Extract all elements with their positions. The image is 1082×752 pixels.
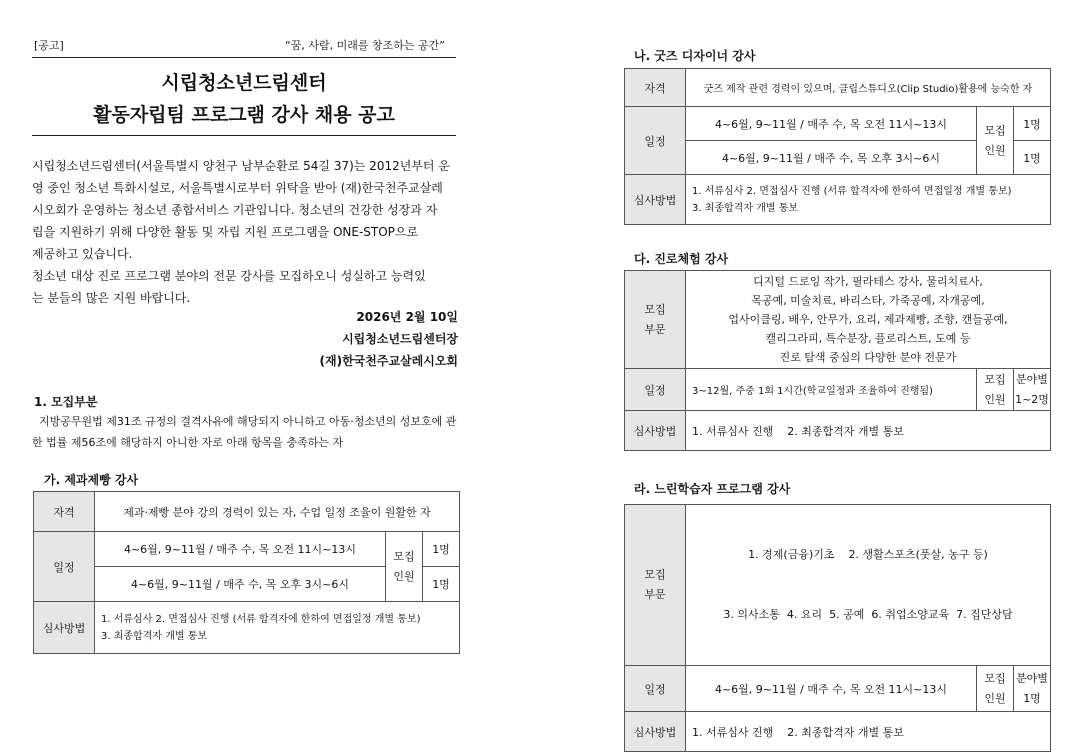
recruit-count-label: 모집 인원 [977,369,1014,411]
table-row [625,175,1051,225]
table-row [34,532,460,567]
field-line: 1. 경제(금융)기초 2. 생활스포츠(풋살, 농구 등) [748,548,988,561]
intro-line: 는 분들의 많은 지원 바랍니다. [32,291,191,305]
intro-line: 시오회가 운영하는 청소년 종합서비스 기관입니다. 청소년의 건강한 성장과 자 [32,203,438,217]
schedule-value: 4~6월, 9~11월 / 매주 수, 목 오후 3시~6시 [95,567,386,602]
review-method-label: 심사방법 [625,712,686,752]
page-subtitle: 활동자립팀 프로그램 강사 채용 공고 [93,104,395,126]
recruit-count: 1명 [1014,107,1051,141]
review-method-line: 3. 최종합격자 개별 통보 [101,630,208,642]
review-method [95,602,460,654]
field-list [686,271,1051,369]
review-method-label: 심사방법 [625,175,686,225]
intro-line: 청소년 대상 진로 프로그램 분야의 전문 강사를 모집하오니 성실하고 능력있 [32,269,426,283]
page-title: 시립청소년드림센터 [161,72,327,94]
schedule-label: 일정 [625,666,686,712]
slogan: “꿈, 사람, 미래를 창조하는 공간” [285,39,445,52]
subsection-title: 라. 느린학습자 프로그램 강사 [634,482,791,496]
intro-line: 영 중인 청소년 특화시설로, 서울특별시로부터 위탁을 받아 (재)한국천주교살레 [32,181,443,195]
subsection-title: 다. 진로체험 강사 [634,252,729,266]
review-method-label: 심사방법 [34,602,95,654]
signer-director: 시립청소년드림센터장 [342,332,458,346]
review-method-line: 1. 서류심사 2. 면접심사 진행 (서류 합격자에 한하여 면접일정 개별 통보) [101,613,421,625]
table-row [625,69,1051,107]
schedule-value: 3~12월, 주중 1회 1시간(학교일정과 조율하여 진행됨) [686,369,977,411]
subsection-title: 나. 굿즈 디자이너 강사 [634,49,756,63]
field-list [686,505,1051,666]
slow-learner-table [624,504,1051,752]
recruit-count: 1명 [423,532,460,567]
review-method-label: 심사방법 [625,411,686,451]
schedule-value: 4~6월, 9~11월 / 매주 수, 목 오후 3시~6시 [686,141,977,175]
field-line: 캘리그라피, 특수분장, 플로리스트, 도예 등 [765,332,971,345]
schedule-label: 일정 [34,532,95,602]
qualification-value: 제과·제빵 분야 강의 경력이 있는 자, 수업 일정 조율이 원활한 자 [95,492,460,532]
qualification-label: 자격 [625,69,686,107]
table-row [34,602,460,654]
section-line: 한 법률 제56조에 해당하지 아니한 자로 아래 항목을 충족하는 자 [32,436,344,449]
qualification-label: 자격 [34,492,95,532]
section-title: 1. 모집부분 [34,395,98,409]
schedule-value: 4~6월, 9~11월 / 매주 수, 목 오전 11시~13시 [686,107,977,141]
recruit-count: 분야별 1~2명 [1014,369,1051,411]
field-line: 3. 의사소통 4. 요리 5. 공예 6. 취업소양교육 7. 집단상담 [723,608,1013,621]
recruit-count: 1명 [423,567,460,602]
signer-org: (재)한국천주교살레시오회 [319,354,458,368]
field-line: 목공예, 미술치료, 바리스타, 가죽공예, 자개공예, [751,294,985,307]
section-body [32,411,462,453]
table-row [625,411,1051,451]
table-row [625,369,1051,411]
recruit-count: 분야별 1명 [1014,666,1051,712]
notice-tag: [공고] [34,39,64,52]
intro-line: 시립청소년드림센터(서울특별시 양천구 남부순환로 54길 37)는 2012년부터 운 [32,159,450,173]
table-row [625,271,1051,369]
section-line: 지방공무원법 제31조 규정의 결격사유에 해당되지 아니하고 아동·청소년의 성보호에 관 [32,415,457,428]
review-method: 1. 서류심사 진행 2. 최종합격자 개별 통보 [686,712,1051,752]
field-line: 디지털 드로잉 작가, 필라테스 강사, 물리치료사, [753,275,983,288]
goods-designer-table [624,68,1051,225]
field-line: 업사이클링, 배우, 안무가, 요리, 제과제빵, 조향, 캔들공예, [728,313,1008,326]
table-row [625,666,1051,712]
review-method-line: 3. 최종합격자 개별 통보 [692,202,799,214]
table-row [625,107,1051,141]
field-line: 진로 탐색 중심의 다양한 분야 전문가 [779,351,957,364]
divider [32,57,456,58]
recruit-count-label: 모집 인원 [977,107,1014,175]
review-method: 1. 서류심사 진행 2. 최종합격자 개별 통보 [686,411,1051,451]
subsection-title: 가. 제과제빵 강사 [44,473,139,487]
recruit-count: 1명 [1014,141,1051,175]
intro-paragraph [32,155,458,309]
review-method [686,175,1051,225]
schedule-label: 일정 [625,107,686,175]
recruit-count-label: 모집 인원 [386,532,423,602]
bakery-table [33,491,460,654]
schedule-value: 4~6월, 9~11월 / 매주 수, 목 오전 11시~13시 [95,532,386,567]
review-method-line: 1. 서류심사 2. 면접심사 진행 (서류 합격자에 한하여 면접일정 개별 통보) [692,185,1012,197]
notice-date: 2026년 2월 10일 [356,310,458,324]
table-row [625,505,1051,666]
intro-line: 립을 지원하기 위해 다양한 활동 및 자립 지원 프로그램을 ONE-STOP으로 [32,225,419,239]
table-row [34,492,460,532]
career-experience-table [624,270,1051,451]
table-row [625,712,1051,752]
schedule-value: 4~6월, 9~11월 / 매주 수, 목 오전 11시~13시 [686,666,977,712]
qualification-value: 굿즈 제작 관련 경력이 있으며, 클립스튜디오(Clip Studio)활용에 능숙한 자 [686,69,1051,107]
recruit-count-label: 모집 인원 [977,666,1014,712]
intro-line: 제공하고 있습니다. [32,247,133,261]
field-label: 모집 부문 [625,505,686,666]
divider [32,135,456,136]
field-label: 모집 부문 [625,271,686,369]
schedule-label: 일정 [625,369,686,411]
